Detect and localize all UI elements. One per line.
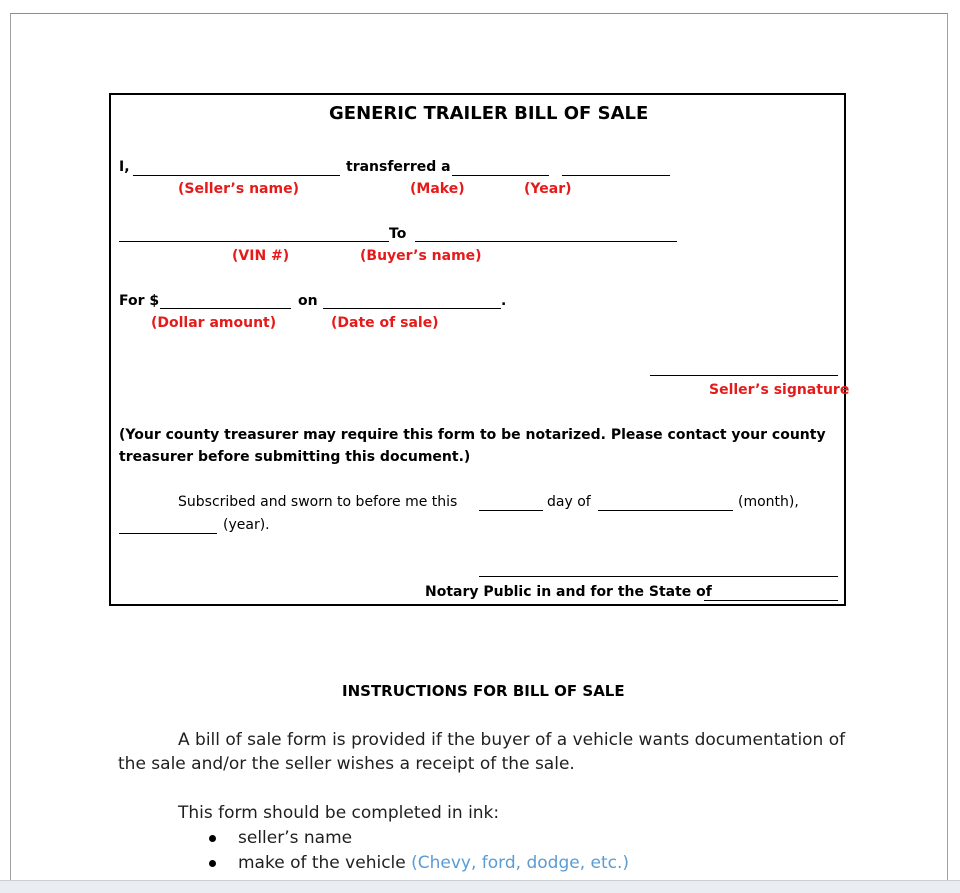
year-caption: (Year) [524,181,572,197]
month-line[interactable] [598,510,733,511]
sellers-name-line[interactable] [133,175,340,176]
transferred-label: transferred a [346,159,451,175]
instructions-title: INSTRUCTIONS FOR BILL OF SALE [342,682,625,700]
date-of-sale-caption: (Date of sale) [331,315,439,331]
for-dollar-label: For $ [119,293,160,309]
instructions-para-line-1: A bill of sale form is provided if the buyer of a vehicle wants documentation of [178,730,846,750]
bullet-item-note: (Chevy, ford, dodge, etc.) [411,853,630,873]
seller-signature-caption: Seller’s signature [709,382,850,398]
dollar-amount-caption: (Dollar amount) [151,315,277,331]
notary-state-line[interactable] [704,600,838,601]
on-label: on [298,293,318,309]
buyers-name-caption: (Buyer’s name) [360,248,482,264]
day-of-label: day of [547,494,591,510]
notice-line-1: (Your county treasurer may require this form to be notarized. Please contact your county [119,427,826,443]
make-line[interactable] [452,175,549,176]
vin-caption: (VIN #) [232,248,290,264]
year-line[interactable] [562,175,670,176]
bullet-item-text: make of the vehicle [238,853,412,873]
year-label: (year). [223,517,270,533]
bullet-item [238,853,629,873]
form-title: GENERIC TRAILER BILL OF SALE [329,103,649,124]
bullet-icon [209,835,216,842]
bullet-icon [209,860,216,867]
to-label: To [389,226,407,242]
month-label: (month), [738,494,799,510]
day-line[interactable] [479,510,543,511]
bullet-item: seller’s name [238,828,353,848]
buyers-name-line[interactable] [415,241,677,242]
bill-of-sale-form [109,93,850,606]
date-of-sale-line[interactable] [323,308,501,309]
complete-in-ink-text: This form should be completed in ink: [178,803,500,823]
vin-line[interactable] [119,241,389,242]
sworn-year-line[interactable] [119,533,217,534]
notary-signature-line[interactable] [479,576,838,577]
notary-label: Notary Public in and for the State of [425,584,712,600]
notice-line-2: treasurer before submitting this document.) [119,449,471,465]
window-bottom-bar [0,880,960,893]
period: . [501,293,507,309]
make-caption: (Make) [410,181,465,197]
dollar-amount-line[interactable] [160,308,291,309]
instructions-para-line-2: the sale and/or the seller wishes a receipt of the sale. [118,754,575,774]
seller-signature-line[interactable] [650,375,838,376]
sworn-text: Subscribed and sworn to before me this [178,494,458,510]
sellers-name-caption: (Seller’s name) [178,181,299,197]
i-label: I, [119,159,130,175]
